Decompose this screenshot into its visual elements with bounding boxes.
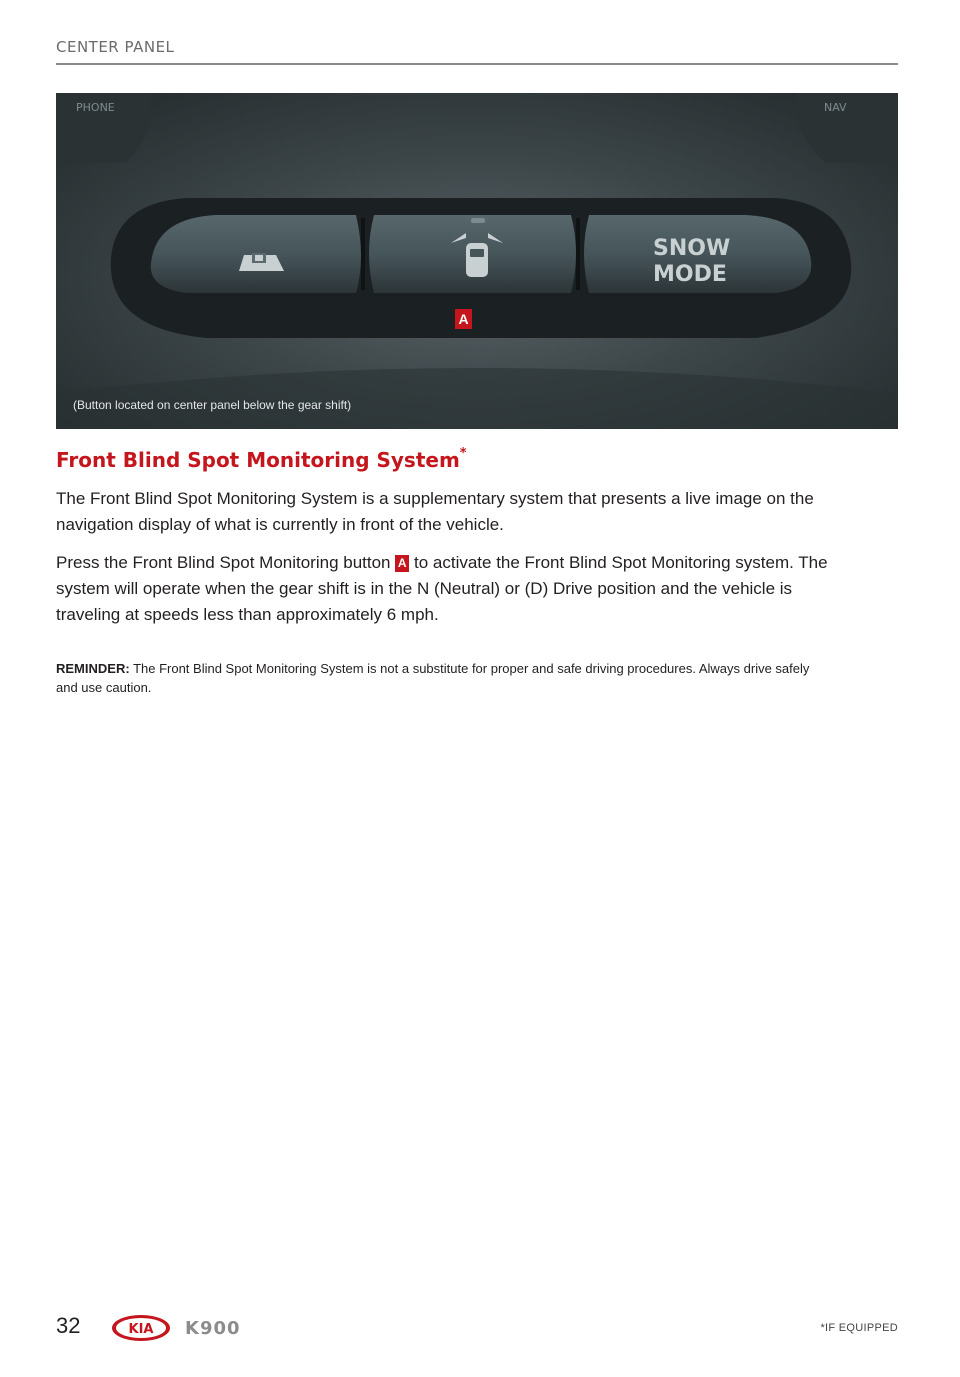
photo-caption: (Button located on center panel below the gear shift) <box>73 398 352 412</box>
snow-label: SNOW <box>653 236 731 261</box>
instruction-text-start: Press the Front Blind Spot Monitoring button <box>56 553 391 572</box>
reminder-note <box>56 659 816 697</box>
header-divider <box>56 63 898 65</box>
instruction-paragraph <box>56 550 856 628</box>
section-title <box>56 448 467 472</box>
reminder-text: The Front Blind Spot Monitoring System is not a substitute for proper and safe driving procedures. Always drive safely and use caution. <box>56 661 810 695</box>
kia-logo <box>110 1313 172 1343</box>
instruction-text-end: to activate the Front Blind Spot Monitoring system. The system will operate when the gear shift is in the N (Neutral) or (D) Drive position and the vehicle is traveling at speeds less than approximately 6 mph. <box>56 553 828 624</box>
k900-logo-text: K900 <box>185 1318 241 1339</box>
if-equipped-asterisk: * <box>459 446 467 462</box>
section-header: CENTER PANEL <box>56 38 175 56</box>
phone-corner-label: PHONE <box>76 101 115 114</box>
inline-marker-a: A <box>395 555 409 572</box>
if-equipped-footnote: *IF EQUIPPED <box>820 1322 898 1334</box>
k900-logo <box>185 1316 265 1340</box>
nav-corner-label: NAV <box>824 101 847 114</box>
page-number: 32 <box>56 1313 81 1338</box>
center-panel-photo <box>56 93 898 429</box>
callout-marker-a: A <box>455 309 472 329</box>
kia-logo-text: KIA <box>128 1322 154 1337</box>
button-panel-illustration <box>56 93 898 429</box>
section-title-text: Front Blind Spot Monitoring System <box>56 448 460 472</box>
reminder-label: REMINDER: <box>56 661 130 676</box>
mode-label: MODE <box>653 262 727 287</box>
intro-paragraph: The Front Blind Spot Monitoring System is a supplementary system that presents a live image on the navigation display of what is currently in front of the vehicle. <box>56 489 814 534</box>
